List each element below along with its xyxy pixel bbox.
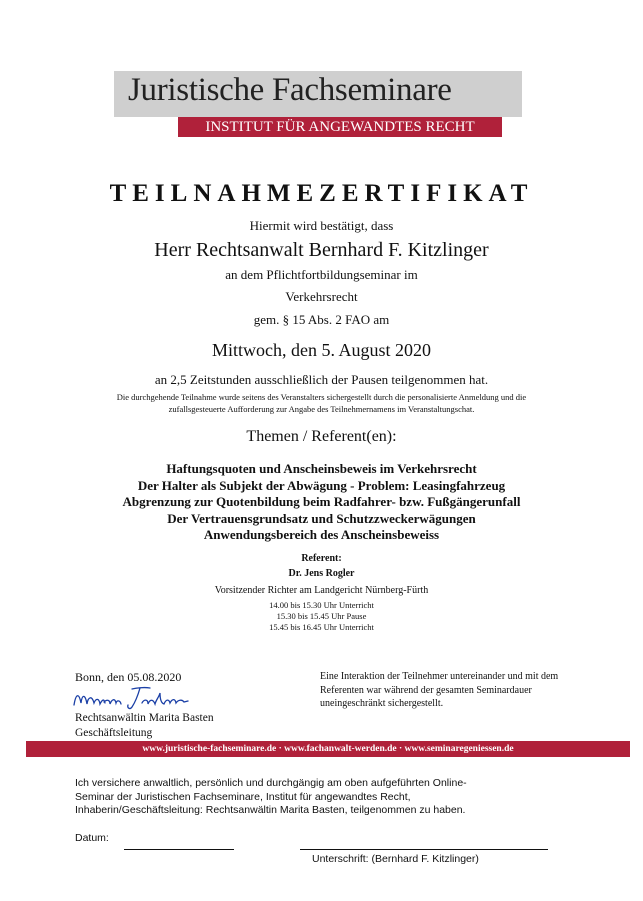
- topic-item: Der Vertrauensgrundsatz und Schutzzweckerwägungen: [167, 510, 476, 526]
- date-line: [124, 849, 234, 850]
- place-date: Bonn, den 05.08.2020: [75, 670, 182, 684]
- confirmation-text: Hiermit wird bestätigt, dass: [249, 218, 394, 233]
- certificate-title: TEILNAHMEZERTIFIKAT: [109, 180, 534, 207]
- signature-caption: Unterschrift: (Bernhard F. Kitzlinger): [312, 853, 479, 865]
- signer-block: [75, 711, 214, 741]
- schedule-row: 15.30 bis 15.45 Uhr Pause: [276, 611, 367, 621]
- attendance-hours: an 2,5 Zeitstunden ausschließlich der Pausen teilgenommen hat.: [154, 372, 489, 387]
- topic-item: Abgrenzung zur Quotenbildung beim Radfahrer- bzw. Fußgängerunfall: [122, 494, 521, 509]
- topic-item: Anwendungsbereich des Anscheinsbeweiss: [203, 527, 440, 542]
- signer-name: Rechtsanwältin Marita Basten: [75, 712, 214, 724]
- themes-heading: Themen / Referent(en):: [246, 428, 397, 445]
- signature-drawing: [70, 683, 210, 713]
- signer-role: Geschäftsleitung: [75, 727, 153, 739]
- declaration-line: Inhaberin/Geschäftsleitung: Rechtsanwältin Marita Basten, teilgenommen zu haben.: [75, 804, 466, 816]
- logo-name: Juristische Fachseminare: [128, 72, 452, 108]
- logo-subtitle: INSTITUT FÜR ANGEWANDTES RECHT: [205, 119, 475, 135]
- fao-reference: gem. § 15 Abs. 2 FAO am: [253, 312, 390, 327]
- attendance-note-line-2: zufallsgesteuerte Aufforderung zur Angabe des Teilnehmernamens im Veranstaltungschat.: [168, 404, 475, 414]
- signature-line: [300, 849, 548, 850]
- interaction-line: Referenten war während der gesamten Seminardauer: [320, 684, 532, 696]
- seminar-subject: Verkehrsrecht: [285, 289, 358, 304]
- interaction-line: Eine Interaktion der Teilnehmer untereinander und mit dem: [320, 671, 559, 682]
- declaration-line: Seminar der Juristischen Fachseminare, Institut für angewandtes Recht,: [75, 790, 411, 803]
- referent-label: Referent:: [301, 553, 342, 564]
- attendance-note-line-1: Die durchgehende Teilnahme wurde seitens des Veranstalters sichergestellt durch die personalisierte Anmeldung und die: [116, 392, 527, 402]
- topic-list: [0, 461, 643, 544]
- topic-item: Haftungsquoten und Anscheinsbeweis im Verkehrsrecht: [166, 461, 477, 476]
- participant-name: Herr Rechtsanwalt Bernhard F. Kitzlinger: [154, 239, 489, 261]
- date-label: Datum:: [75, 832, 109, 844]
- schedule-row: 15.45 bis 16.45 Uhr Unterricht: [269, 622, 374, 632]
- seminar-date: Mittwoch, den 5. August 2020: [212, 340, 431, 360]
- interaction-statement: [320, 670, 558, 711]
- declaration-line: Ich versichere anwaltlich, persönlich und durchgängig am oben aufgeführten Online-: [75, 777, 467, 789]
- seminar-line: an dem Pflichtfortbildungseminar im: [225, 267, 418, 282]
- topic-item: Der Halter als Subjekt der Abwägung - Problem: Leasingfahrzeug: [137, 477, 506, 493]
- schedule: [0, 600, 643, 633]
- referent-role: Vorsitzender Richter am Landgericht Nürnberg-Fürth: [214, 585, 429, 596]
- website-links: www.juristische-fachseminare.de · www.fachanwalt-werden.de · www.seminaregeniessen.de: [142, 744, 514, 754]
- schedule-row: 14.00 bis 15.30 Uhr Unterricht: [269, 600, 374, 610]
- referent-name: Dr. Jens Rogler: [288, 568, 355, 579]
- declaration: [75, 777, 467, 818]
- interaction-line: uneingeschränkt sichergestellt.: [320, 698, 444, 709]
